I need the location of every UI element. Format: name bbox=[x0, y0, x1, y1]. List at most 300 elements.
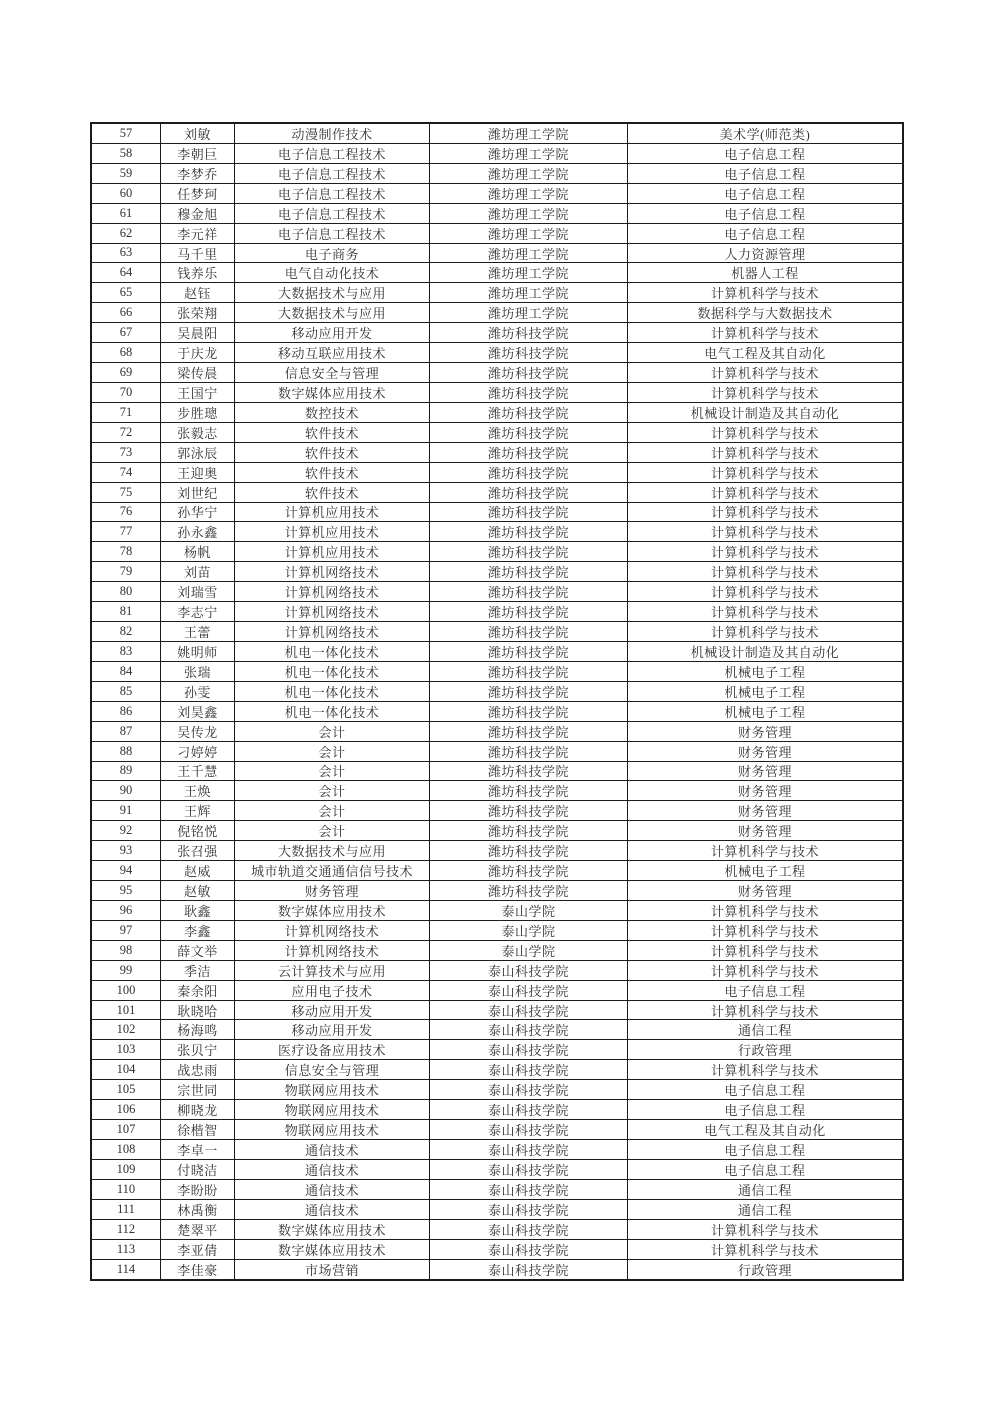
name-cell: 任梦珂 bbox=[161, 184, 235, 203]
target-major-cell: 财务管理 bbox=[737, 804, 792, 820]
row-number-cell: 82 bbox=[92, 622, 161, 641]
row-number-cell: 89 bbox=[92, 762, 161, 781]
row-number-cell: 72 bbox=[92, 423, 161, 442]
college-cell: 潍坊理工学院 bbox=[430, 184, 628, 203]
row-number-cell: 63 bbox=[92, 244, 161, 263]
target-major-cell: 机器人工程 bbox=[731, 266, 799, 282]
row-number-cell: 62 bbox=[92, 224, 161, 243]
row-number-cell: 101 bbox=[92, 1001, 161, 1020]
target-major-cell: 电子信息工程 bbox=[724, 1162, 806, 1178]
name-cell: 张毅志 bbox=[161, 423, 235, 442]
table-row bbox=[92, 184, 902, 204]
major-cell: 机电一体化技术 bbox=[235, 662, 430, 681]
major-cell: 财务管理 bbox=[235, 881, 430, 900]
major-cell: 通信技术 bbox=[235, 1200, 430, 1219]
table-row bbox=[92, 1100, 902, 1120]
row-number-cell: 74 bbox=[92, 463, 161, 482]
major-cell: 通信技术 bbox=[235, 1140, 430, 1159]
row-number-cell: 75 bbox=[92, 483, 161, 502]
college-cell: 潍坊科技学院 bbox=[430, 343, 628, 362]
college-cell: 潍坊理工学院 bbox=[430, 244, 628, 263]
row-number-cell: 68 bbox=[92, 343, 161, 362]
major-cell: 大数据技术与应用 bbox=[235, 283, 430, 302]
table-row bbox=[92, 961, 902, 981]
target-major-cell: 财务管理 bbox=[737, 884, 792, 899]
row-number-cell: 71 bbox=[92, 403, 161, 422]
major-cell: 软件技术 bbox=[235, 483, 430, 502]
table-row bbox=[92, 1200, 902, 1220]
college-cell: 泰山科技学院 bbox=[430, 1100, 628, 1119]
table-row bbox=[92, 781, 902, 801]
table-row bbox=[92, 283, 902, 303]
table-row bbox=[92, 1240, 902, 1260]
name-cell: 步胜璁 bbox=[161, 403, 235, 422]
table-row bbox=[92, 164, 902, 184]
college-cell: 潍坊科技学院 bbox=[430, 403, 628, 422]
target-major-cell: 计算机科学与技术 bbox=[710, 485, 819, 501]
table-row bbox=[92, 244, 902, 264]
name-cell: 李元祥 bbox=[161, 224, 235, 243]
table-row bbox=[92, 642, 902, 662]
target-major-cell: 电子信息工程 bbox=[724, 983, 806, 999]
table-row bbox=[92, 124, 902, 144]
table-row bbox=[92, 403, 902, 423]
row-number-cell: 69 bbox=[92, 363, 161, 382]
name-cell: 穆金旭 bbox=[161, 204, 235, 223]
table-row bbox=[92, 1180, 902, 1200]
college-cell: 潍坊科技学院 bbox=[430, 722, 628, 741]
row-number-cell: 108 bbox=[92, 1140, 161, 1159]
major-cell: 计算机网络技术 bbox=[235, 602, 430, 621]
name-cell: 于庆龙 bbox=[161, 343, 235, 362]
major-cell: 会计 bbox=[235, 722, 430, 741]
name-cell: 吴传龙 bbox=[161, 722, 235, 741]
table-row bbox=[92, 1160, 902, 1180]
row-number-cell: 111 bbox=[92, 1200, 161, 1219]
table-row bbox=[92, 383, 902, 403]
row-number-cell: 102 bbox=[92, 1020, 161, 1039]
name-cell: 马千里 bbox=[161, 244, 235, 263]
major-cell: 数字媒体应用技术 bbox=[235, 1220, 430, 1239]
table-row bbox=[92, 144, 902, 164]
row-number-cell: 76 bbox=[92, 503, 161, 522]
name-cell: 李志宁 bbox=[161, 602, 235, 621]
name-cell: 张召强 bbox=[161, 841, 235, 860]
college-cell: 潍坊科技学院 bbox=[430, 861, 628, 880]
table-row bbox=[92, 1001, 902, 1021]
row-number-cell: 83 bbox=[92, 642, 161, 661]
name-cell: 李亚倩 bbox=[161, 1240, 235, 1259]
major-cell: 计算机网络技术 bbox=[235, 941, 430, 960]
college-cell: 潍坊科技学院 bbox=[430, 762, 628, 781]
college-cell: 泰山科技学院 bbox=[430, 1220, 628, 1239]
major-cell: 电子信息工程技术 bbox=[235, 224, 430, 243]
target-major-cell: 机械设计制造及其自动化 bbox=[690, 405, 840, 421]
row-number-cell: 104 bbox=[92, 1060, 161, 1079]
major-cell: 电子信息工程技术 bbox=[235, 204, 430, 223]
table-row bbox=[92, 762, 902, 782]
row-number-cell: 70 bbox=[92, 383, 161, 402]
table-row bbox=[92, 1040, 902, 1060]
name-cell: 张贝宁 bbox=[161, 1040, 235, 1059]
target-major-cell: 计算机科学与技术 bbox=[710, 445, 819, 461]
name-cell: 刁婷婷 bbox=[161, 742, 235, 761]
table-row bbox=[92, 821, 902, 841]
college-cell: 泰山科技学院 bbox=[430, 1260, 628, 1280]
table-row bbox=[92, 622, 902, 642]
row-number-cell: 112 bbox=[92, 1220, 161, 1239]
target-major-cell: 计算机科学与技术 bbox=[710, 1242, 819, 1258]
name-cell: 王国宁 bbox=[161, 383, 235, 402]
name-cell: 刘瑞雪 bbox=[161, 582, 235, 601]
major-cell: 软件技术 bbox=[235, 443, 430, 462]
major-cell: 计算机网络技术 bbox=[235, 562, 430, 581]
college-cell: 泰山科技学院 bbox=[430, 1240, 628, 1259]
college-cell: 潍坊理工学院 bbox=[430, 263, 628, 282]
target-major-cell: 计算机科学与技术 bbox=[710, 425, 819, 441]
name-cell: 钱养乐 bbox=[161, 263, 235, 282]
major-cell: 计算机应用技术 bbox=[235, 503, 430, 522]
college-cell: 泰山科技学院 bbox=[430, 1180, 628, 1199]
name-cell: 孙雯 bbox=[161, 682, 235, 701]
row-number-cell: 77 bbox=[92, 522, 161, 541]
college-cell: 泰山科技学院 bbox=[430, 1160, 628, 1179]
row-number-cell: 92 bbox=[92, 821, 161, 840]
table-row bbox=[92, 363, 902, 383]
major-cell: 通信技术 bbox=[235, 1160, 430, 1179]
table-row bbox=[92, 443, 902, 463]
major-cell: 城市轨道交通通信信号技术 bbox=[235, 861, 430, 880]
table-row bbox=[92, 702, 902, 722]
table-row bbox=[92, 1060, 902, 1080]
college-cell: 泰山科技学院 bbox=[430, 1060, 628, 1079]
name-cell: 季洁 bbox=[161, 961, 235, 980]
college-cell: 泰山科技学院 bbox=[430, 1140, 628, 1159]
college-cell: 潍坊科技学院 bbox=[430, 841, 628, 860]
row-number-cell: 79 bbox=[92, 562, 161, 581]
major-cell: 医疗设备应用技术 bbox=[235, 1040, 430, 1059]
name-cell: 刘世纪 bbox=[161, 483, 235, 502]
college-cell: 潍坊科技学院 bbox=[430, 383, 628, 402]
college-cell: 潍坊理工学院 bbox=[430, 303, 628, 322]
table-body bbox=[92, 124, 902, 1279]
major-cell: 电子信息工程技术 bbox=[235, 164, 430, 183]
major-cell: 大数据技术与应用 bbox=[235, 841, 430, 860]
row-number-cell: 114 bbox=[92, 1260, 161, 1280]
target-major-cell: 计算机科学与技术 bbox=[710, 585, 819, 601]
name-cell: 耿鑫 bbox=[161, 901, 235, 920]
row-number-cell: 65 bbox=[92, 283, 161, 302]
table-row bbox=[92, 423, 902, 443]
name-cell: 李梦乔 bbox=[161, 164, 235, 183]
major-cell: 会计 bbox=[235, 801, 430, 820]
name-cell: 王焕 bbox=[161, 781, 235, 800]
table-row bbox=[92, 463, 902, 483]
target-major-cell: 财务管理 bbox=[737, 824, 792, 840]
table-row bbox=[92, 861, 902, 881]
name-cell: 孙华宁 bbox=[161, 503, 235, 522]
table-row bbox=[92, 941, 902, 961]
college-cell: 潍坊科技学院 bbox=[430, 483, 628, 502]
major-cell: 计算机网络技术 bbox=[235, 582, 430, 601]
name-cell: 李卓一 bbox=[161, 1140, 235, 1159]
major-cell: 移动应用开发 bbox=[235, 1001, 430, 1020]
table-row bbox=[92, 204, 902, 224]
row-number-cell: 99 bbox=[92, 961, 161, 980]
target-major-cell: 计算机科学与技术 bbox=[710, 286, 819, 302]
name-cell: 宗世同 bbox=[161, 1080, 235, 1099]
name-cell: 王蕾 bbox=[161, 622, 235, 641]
target-major-cell: 财务管理 bbox=[737, 744, 792, 760]
table-row bbox=[92, 682, 902, 702]
college-cell: 泰山学院 bbox=[430, 921, 628, 940]
name-cell: 姚明师 bbox=[161, 642, 235, 661]
college-cell: 潍坊理工学院 bbox=[430, 224, 628, 243]
target-major-cell: 计算机科学与技术 bbox=[710, 366, 819, 382]
major-cell: 移动应用开发 bbox=[235, 1020, 430, 1039]
major-cell: 电子信息工程技术 bbox=[235, 144, 430, 163]
major-cell: 电子信息工程技术 bbox=[235, 184, 430, 203]
table-row bbox=[92, 1140, 902, 1160]
table-row bbox=[92, 1120, 902, 1140]
row-number-cell: 109 bbox=[92, 1160, 161, 1179]
target-major-cell: 电子信息工程 bbox=[724, 1103, 806, 1119]
name-cell: 赵敏 bbox=[161, 881, 235, 900]
college-cell: 泰山科技学院 bbox=[430, 1120, 628, 1139]
major-cell: 动漫制作技术 bbox=[235, 124, 430, 143]
row-number-cell: 73 bbox=[92, 443, 161, 462]
major-cell: 物联网应用技术 bbox=[235, 1080, 430, 1099]
row-number-cell: 80 bbox=[92, 582, 161, 601]
name-cell: 林禹衡 bbox=[161, 1200, 235, 1219]
target-major-cell: 计算机科学与技术 bbox=[710, 1222, 819, 1238]
row-number-cell: 81 bbox=[92, 602, 161, 621]
name-cell: 刘苗 bbox=[161, 562, 235, 581]
target-major-cell: 计算机科学与技术 bbox=[710, 844, 819, 860]
target-major-cell: 电子信息工程 bbox=[724, 166, 806, 182]
name-cell: 倪铭悦 bbox=[161, 821, 235, 840]
table-row bbox=[92, 722, 902, 742]
major-cell: 数控技术 bbox=[235, 403, 430, 422]
major-cell: 软件技术 bbox=[235, 423, 430, 442]
row-number-cell: 85 bbox=[92, 682, 161, 701]
name-cell: 付晓洁 bbox=[161, 1160, 235, 1179]
target-major-cell: 电气工程及其自动化 bbox=[704, 1123, 826, 1139]
name-cell: 梁传晨 bbox=[161, 363, 235, 382]
name-cell: 张荣翔 bbox=[161, 303, 235, 322]
table-row bbox=[92, 881, 902, 901]
major-cell: 通信技术 bbox=[235, 1180, 430, 1199]
row-number-cell: 113 bbox=[92, 1240, 161, 1259]
row-number-cell: 60 bbox=[92, 184, 161, 203]
row-number-cell: 59 bbox=[92, 164, 161, 183]
major-cell: 机电一体化技术 bbox=[235, 682, 430, 701]
target-major-cell: 计算机科学与技术 bbox=[710, 326, 819, 342]
target-major-cell: 机械电子工程 bbox=[724, 864, 806, 880]
target-major-cell: 计算机科学与技术 bbox=[710, 385, 819, 401]
major-cell: 会计 bbox=[235, 742, 430, 761]
target-major-cell: 电子信息工程 bbox=[724, 1142, 806, 1158]
name-cell: 王千慧 bbox=[161, 762, 235, 781]
table-row bbox=[92, 522, 902, 542]
row-number-cell: 110 bbox=[92, 1180, 161, 1199]
name-cell: 赵钰 bbox=[161, 283, 235, 302]
major-cell: 大数据技术与应用 bbox=[235, 303, 430, 322]
name-cell: 杨海鸣 bbox=[161, 1020, 235, 1039]
table-row bbox=[92, 1080, 902, 1100]
target-major-cell: 机械电子工程 bbox=[724, 704, 806, 720]
target-major-cell: 财务管理 bbox=[737, 784, 792, 800]
college-cell: 潍坊科技学院 bbox=[430, 463, 628, 482]
row-number-cell: 105 bbox=[92, 1080, 161, 1099]
college-cell: 潍坊理工学院 bbox=[430, 164, 628, 183]
target-major-cell: 数据科学与大数据技术 bbox=[697, 306, 833, 322]
major-cell: 云计算技术与应用 bbox=[235, 961, 430, 980]
college-cell: 潍坊理工学院 bbox=[430, 283, 628, 302]
target-major-cell: 电子信息工程 bbox=[724, 186, 806, 202]
major-cell: 计算机网络技术 bbox=[235, 622, 430, 641]
row-number-cell: 84 bbox=[92, 662, 161, 681]
college-cell: 泰山学院 bbox=[430, 941, 628, 960]
target-major-cell: 机械电子工程 bbox=[724, 684, 806, 700]
row-number-cell: 78 bbox=[92, 542, 161, 561]
row-number-cell: 66 bbox=[92, 303, 161, 322]
college-cell: 泰山科技学院 bbox=[430, 1001, 628, 1020]
major-cell: 软件技术 bbox=[235, 463, 430, 482]
major-cell: 会计 bbox=[235, 821, 430, 840]
table-row bbox=[92, 841, 902, 861]
college-cell: 潍坊科技学院 bbox=[430, 363, 628, 382]
major-cell: 计算机应用技术 bbox=[235, 542, 430, 561]
target-major-cell: 计算机科学与技术 bbox=[710, 525, 819, 541]
major-cell: 数字媒体应用技术 bbox=[235, 1240, 430, 1259]
major-cell: 电气自动化技术 bbox=[235, 263, 430, 282]
name-cell: 李佳豪 bbox=[161, 1260, 235, 1280]
major-cell: 数字媒体应用技术 bbox=[235, 383, 430, 402]
college-cell: 潍坊科技学院 bbox=[430, 542, 628, 561]
college-cell: 泰山科技学院 bbox=[430, 981, 628, 1000]
row-number-cell: 97 bbox=[92, 921, 161, 940]
student-roster-table bbox=[90, 122, 904, 1281]
name-cell: 李盼盼 bbox=[161, 1180, 235, 1199]
major-cell: 计算机应用技术 bbox=[235, 522, 430, 541]
major-cell: 数字媒体应用技术 bbox=[235, 901, 430, 920]
row-number-cell: 67 bbox=[92, 323, 161, 342]
college-cell: 潍坊理工学院 bbox=[430, 124, 628, 143]
row-number-cell: 107 bbox=[92, 1120, 161, 1139]
row-number-cell: 93 bbox=[92, 841, 161, 860]
target-major-cell: 行政管理 bbox=[737, 1263, 792, 1278]
name-cell: 耿晓哈 bbox=[161, 1001, 235, 1020]
college-cell: 泰山科技学院 bbox=[430, 1080, 628, 1099]
table-row bbox=[92, 562, 902, 582]
table-row bbox=[92, 224, 902, 244]
table-row bbox=[92, 1020, 902, 1040]
target-major-cell: 计算机科学与技术 bbox=[710, 625, 819, 641]
table-row bbox=[92, 303, 902, 323]
name-cell: 刘昊鑫 bbox=[161, 702, 235, 721]
college-cell: 潍坊科技学院 bbox=[430, 582, 628, 601]
name-cell: 楚翠平 bbox=[161, 1220, 235, 1239]
table-row bbox=[92, 582, 902, 602]
name-cell: 薛文举 bbox=[161, 941, 235, 960]
major-cell: 会计 bbox=[235, 762, 430, 781]
name-cell: 吴晨阳 bbox=[161, 323, 235, 342]
row-number-cell: 106 bbox=[92, 1100, 161, 1119]
target-major-cell: 电子信息工程 bbox=[724, 226, 806, 242]
college-cell: 潍坊科技学院 bbox=[430, 423, 628, 442]
target-major-cell: 行政管理 bbox=[737, 1043, 792, 1059]
target-major-cell: 计算机科学与技术 bbox=[710, 923, 819, 939]
college-cell: 泰山科技学院 bbox=[430, 1040, 628, 1059]
target-major-cell: 计算机科学与技术 bbox=[710, 1063, 819, 1079]
target-major-cell: 机械电子工程 bbox=[724, 664, 806, 680]
college-cell: 泰山学院 bbox=[430, 901, 628, 920]
target-major-cell: 计算机科学与技术 bbox=[710, 465, 819, 481]
name-cell: 孙永鑫 bbox=[161, 522, 235, 541]
row-number-cell: 100 bbox=[92, 981, 161, 1000]
row-number-cell: 90 bbox=[92, 781, 161, 800]
table-row bbox=[92, 263, 902, 283]
table-row bbox=[92, 901, 902, 921]
target-major-cell: 通信工程 bbox=[737, 1182, 792, 1198]
table-row bbox=[92, 921, 902, 941]
name-cell: 秦余阳 bbox=[161, 981, 235, 1000]
target-major-cell: 计算机科学与技术 bbox=[710, 903, 819, 919]
target-major-cell: 通信工程 bbox=[737, 1023, 792, 1039]
name-cell: 杨帆 bbox=[161, 542, 235, 561]
table-row bbox=[92, 503, 902, 523]
table-row bbox=[92, 742, 902, 762]
college-cell: 潍坊科技学院 bbox=[430, 443, 628, 462]
row-number-cell: 57 bbox=[92, 124, 161, 143]
target-major-cell: 计算机科学与技术 bbox=[710, 1003, 819, 1019]
name-cell: 王迎奥 bbox=[161, 463, 235, 482]
target-major-cell: 美术学(师范类) bbox=[719, 126, 811, 142]
major-cell: 移动应用开发 bbox=[235, 323, 430, 342]
college-cell: 潍坊理工学院 bbox=[430, 204, 628, 223]
college-cell: 泰山科技学院 bbox=[430, 1020, 628, 1039]
name-cell: 战忠雨 bbox=[161, 1060, 235, 1079]
target-major-cell: 电气工程及其自动化 bbox=[704, 346, 826, 362]
table-row bbox=[92, 981, 902, 1001]
target-major-cell: 电子信息工程 bbox=[724, 146, 806, 162]
major-cell: 移动互联应用技术 bbox=[235, 343, 430, 362]
college-cell: 潍坊科技学院 bbox=[430, 323, 628, 342]
row-number-cell: 61 bbox=[92, 204, 161, 223]
row-number-cell: 88 bbox=[92, 742, 161, 761]
major-cell: 机电一体化技术 bbox=[235, 642, 430, 661]
target-major-cell: 计算机科学与技术 bbox=[710, 565, 819, 581]
major-cell: 信息安全与管理 bbox=[235, 363, 430, 382]
college-cell: 潍坊科技学院 bbox=[430, 602, 628, 621]
college-cell: 潍坊科技学院 bbox=[430, 702, 628, 721]
row-number-cell: 87 bbox=[92, 722, 161, 741]
table-row bbox=[92, 1260, 902, 1280]
name-cell: 赵威 bbox=[161, 861, 235, 880]
target-major-cell: 通信工程 bbox=[737, 1202, 792, 1218]
name-cell: 王辉 bbox=[161, 801, 235, 820]
college-cell: 潍坊理工学院 bbox=[430, 144, 628, 163]
name-cell: 刘敏 bbox=[161, 124, 235, 143]
college-cell: 泰山科技学院 bbox=[430, 961, 628, 980]
target-major-cell: 计算机科学与技术 bbox=[710, 605, 819, 621]
target-major-cell: 计算机科学与技术 bbox=[710, 963, 819, 979]
major-cell: 物联网应用技术 bbox=[235, 1100, 430, 1119]
college-cell: 潍坊科技学院 bbox=[430, 781, 628, 800]
name-cell: 李朝巨 bbox=[161, 144, 235, 163]
row-number-cell: 103 bbox=[92, 1040, 161, 1059]
